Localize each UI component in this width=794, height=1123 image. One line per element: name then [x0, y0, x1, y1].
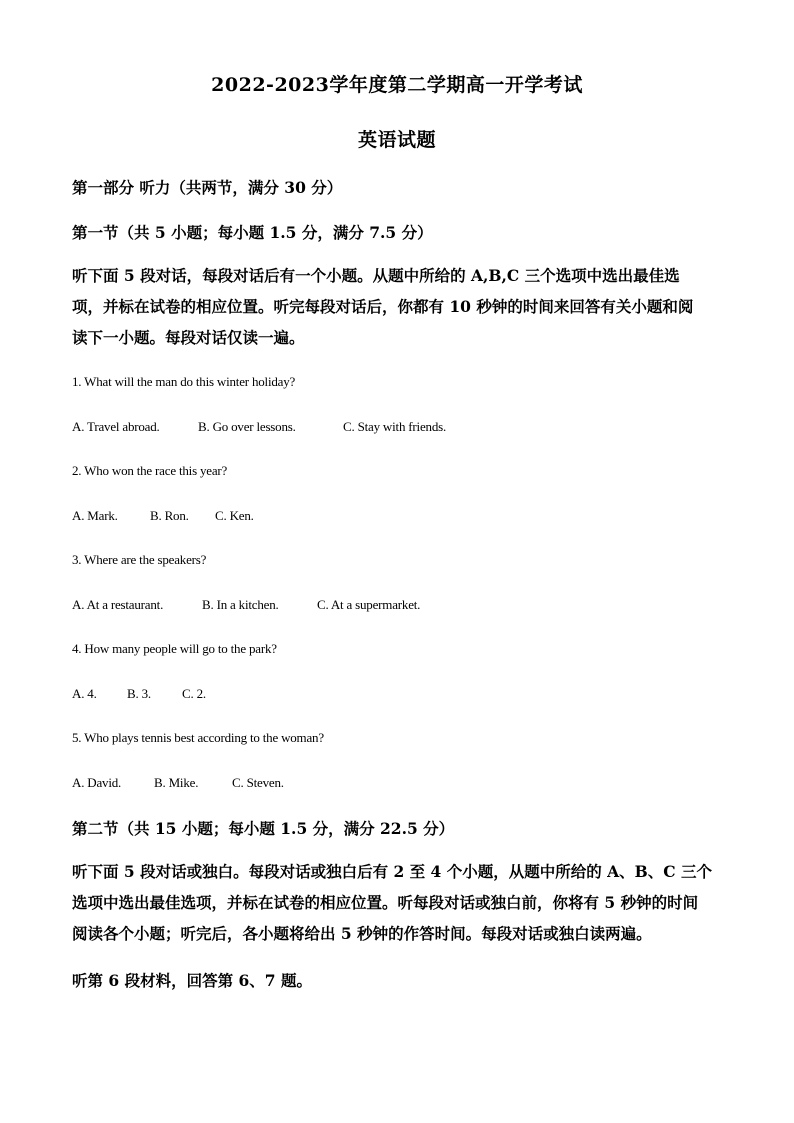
option-a: A. Travel abroad.: [72, 419, 160, 434]
question-5-options: [72, 775, 284, 791]
question-4-stem: 4. How many people will go to the park?: [72, 641, 277, 656]
option-b: B. 3.: [127, 686, 151, 701]
question-1-stem: 1. What will the man do this winter holiday?: [72, 374, 296, 389]
instruction-line: 听下面 5 段对话，每段对话后有一个小题。从题中所给的 A,B,C 三个选项中选出最佳选: [72, 266, 680, 285]
option-a: A. At a restaurant.: [72, 597, 164, 612]
question-4-options: [72, 686, 206, 702]
exam-subtitle: 英语试题: [357, 129, 436, 151]
section2-heading: 第二节（共 15 小题；每小题 1.5 分，满分 22.5 分）: [72, 819, 455, 838]
option-a: A. David.: [72, 775, 122, 790]
option-a: A. 4.: [72, 686, 97, 701]
question-5-stem: 5. Who plays tennis best according to the woman?: [72, 730, 324, 745]
question-3-options: [72, 597, 420, 613]
instruction-line: 听下面 5 段对话或独白。每段对话或独白后有 2 至 4 个小题，从题中所给的 A、B、C 三个: [72, 862, 712, 881]
option-b: B. Mike.: [154, 775, 199, 790]
option-c: C. At a supermarket.: [317, 597, 421, 612]
section1-heading: 第一节（共 5 小题；每小题 1.5 分，满分 7.5 分）: [72, 223, 433, 242]
question-2-stem: 2. Who won the race this year?: [72, 463, 228, 478]
option-a: A. Mark.: [72, 508, 118, 523]
option-b: B. Go over lessons.: [198, 419, 296, 434]
question-3-stem: 3. Where are the speakers?: [72, 552, 207, 567]
instruction-line: 选项中选出最佳选项，并标在试卷的相应位置。听每段对话或独白前，你将有 5 秒钟的时间: [72, 893, 699, 912]
option-c: C. Steven.: [232, 775, 284, 790]
option-c: C. Stay with friends.: [343, 419, 447, 434]
section1-instructions: [72, 260, 722, 353]
instruction-line: 阅读各个小题；听完后，各小题将给出 5 秒钟的作答时间。每段对话或独白读两遍。: [72, 924, 652, 943]
question-2-options: [72, 508, 254, 524]
section2-instructions: [72, 856, 722, 949]
exam-title: 2022-2023学年度第二学期高一开学考试: [211, 74, 583, 96]
option-c: C. Ken.: [215, 508, 254, 523]
option-b: B. In a kitchen.: [202, 597, 279, 612]
question-1-options: [72, 419, 446, 435]
material-note: 听第 6 段材料，回答第 6、7 题。: [72, 971, 312, 990]
instruction-line: 项，并标在试卷的相应位置。听完每段对话后，你都有 10 秒钟的时间来回答有关小题和阅: [72, 297, 694, 316]
instruction-line: 读下一小题。每段对话仅读一遍。: [72, 328, 305, 347]
part1-heading: 第一部分 听力（共两节，满分 30 分）: [72, 178, 343, 197]
option-c: C. 2.: [182, 686, 206, 701]
option-b: B. Ron.: [150, 508, 189, 523]
